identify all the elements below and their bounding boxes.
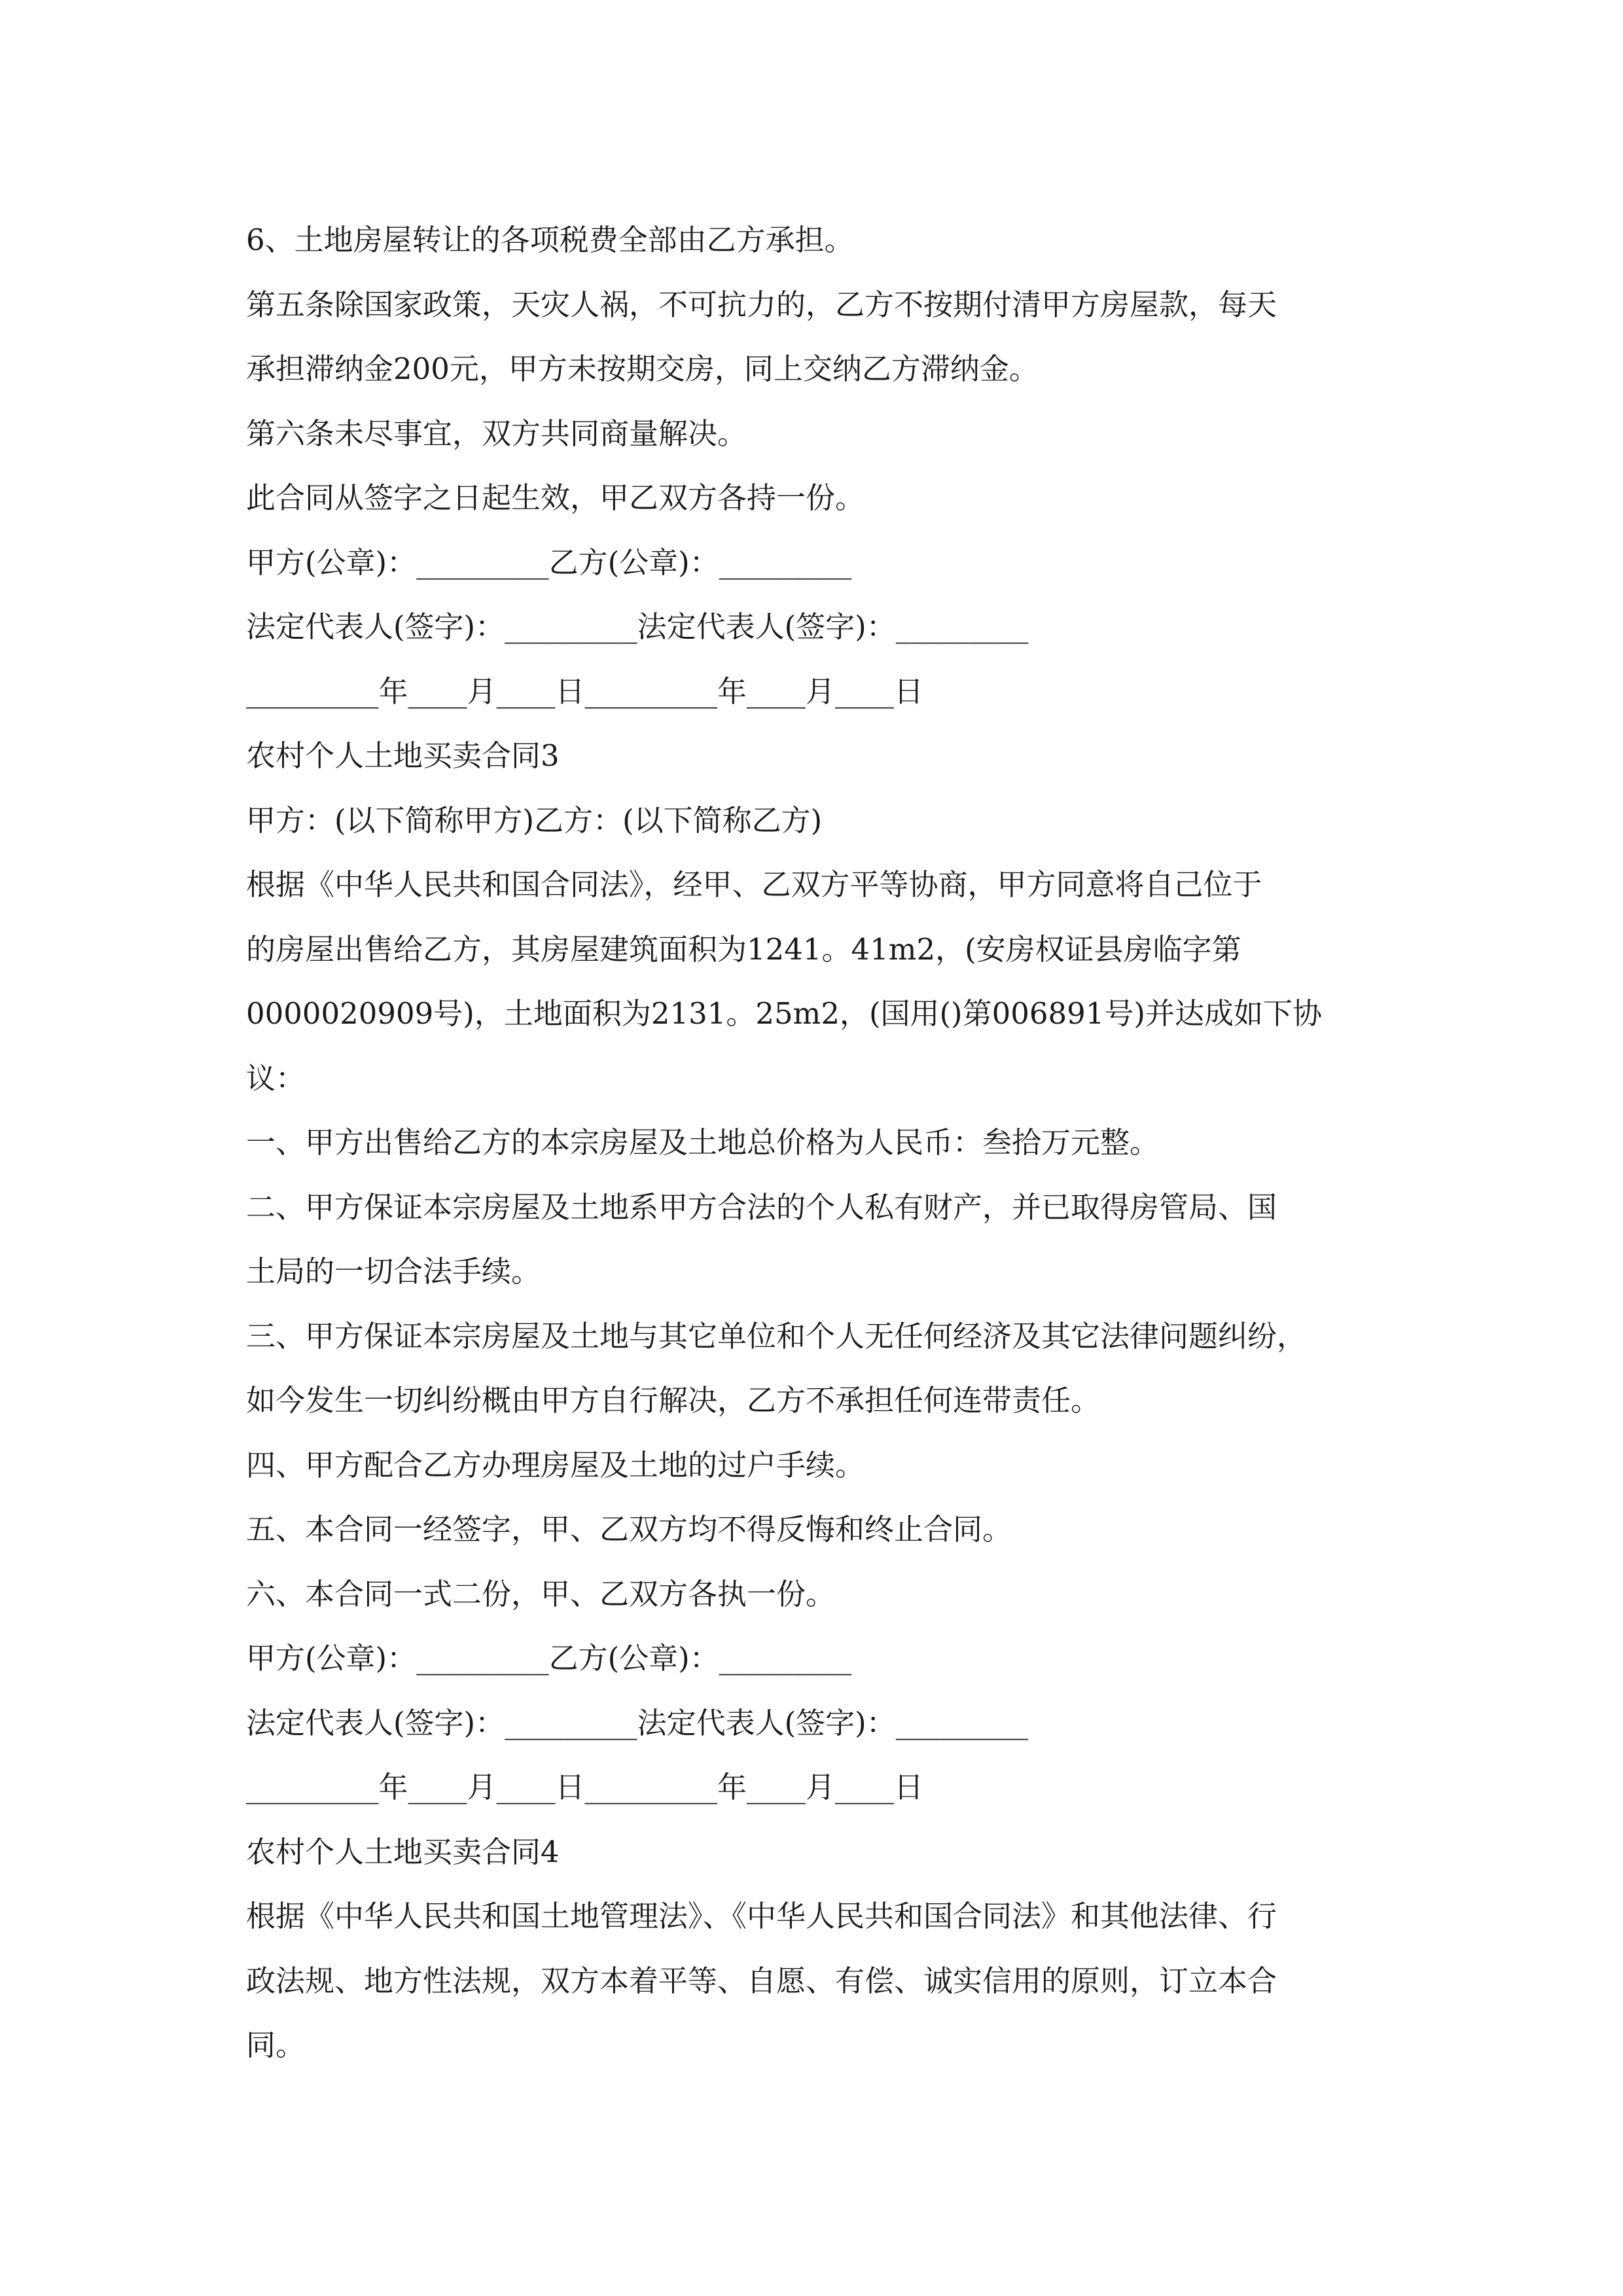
text-line: 0000020909号)，土地面积为2131。25m2，(国用()第006891号)并达成如下协 — [246, 996, 1322, 1031]
text-line: 第五条除国家政策，天灾人祸，不可抗力的，乙方不按期付清甲方房屋款，每天 — [246, 287, 1277, 322]
signature-line-representative: 法定代表人(签字)：_________法定代表人(签字)：_________ — [246, 1705, 1029, 1740]
text-line: 四、甲方配合乙方办理房屋及土地的过户手续。 — [246, 1447, 865, 1482]
text-line: 承担滞纳金200元，甲方未按期交房，同上交纳乙方滞纳金。 — [246, 351, 1039, 386]
text-line: 根据《中华人民共和国合同法》，经甲、乙双方平等协商，甲方同意将自己位于 — [246, 867, 1262, 902]
document-body — [246, 208, 1385, 2078]
date-line: _________年____月____日_________年____月____日 — [246, 673, 924, 709]
text-line: 三、甲方保证本宗房屋及土地与其它单位和个人无任何经济及其它法律问题纠纷， — [246, 1318, 1307, 1354]
text-line: 甲方：(以下简称甲方)乙方：(以下简称乙方) — [246, 802, 823, 838]
text-line: 根据《中华人民共和国土地管理法》、《中华人民共和国合同法》和其他法律、行 — [246, 1899, 1277, 1933]
section-title: 农村个人土地买卖合同4 — [246, 1834, 560, 1869]
section-title: 农村个人土地买卖合同3 — [246, 738, 560, 773]
text-line: 议： — [246, 1060, 306, 1096]
text-line: 第六条未尽事宜，双方共同商量解决。 — [246, 416, 747, 451]
text-line: 五、本合同一经签字，甲、乙双方均不得反悔和终止合同。 — [246, 1512, 1012, 1547]
text-line: 土局的一切合法手续。 — [246, 1254, 541, 1289]
signature-line-seal: 甲方(公章)：_________乙方(公章)：_________ — [246, 1641, 852, 1676]
text-line: 一、甲方出售给乙方的本宗房屋及土地总价格为人民币：叁拾万元整。 — [246, 1125, 1160, 1160]
text-line: 此合同从签字之日起生效，甲乙双方各持一份。 — [246, 480, 865, 515]
text-line: 的房屋出售给乙方，其房屋建筑面积为1241。41m2，(安房权证县房临字第 — [246, 931, 1241, 967]
text-line: 二、甲方保证本宗房屋及土地系甲方合法的个人私有财产，并已取得房管局、国 — [246, 1189, 1277, 1225]
text-line: 政法规、地方性法规，双方本着平等、自愿、有偿、诚实信用的原则，订立本合 — [246, 1963, 1277, 1998]
signature-line-representative: 法定代表人(签字)：_________法定代表人(签字)：_________ — [246, 609, 1029, 644]
signature-line-seal: 甲方(公章)：_________乙方(公章)：_________ — [246, 545, 852, 580]
text-line: 如今发生一切纠纷概由甲方自行解决，乙方不承担任何连带责任。 — [246, 1383, 1101, 1418]
date-line: _________年____月____日_________年____月____日 — [246, 1770, 924, 1804]
text-line: 六、本合同一式二份，甲、乙双方各执一份。 — [246, 1576, 836, 1611]
text-line: 6、土地房屋转让的各项税费全部由乙方承担。 — [246, 223, 854, 257]
text-line: 同。 — [246, 2028, 306, 2062]
